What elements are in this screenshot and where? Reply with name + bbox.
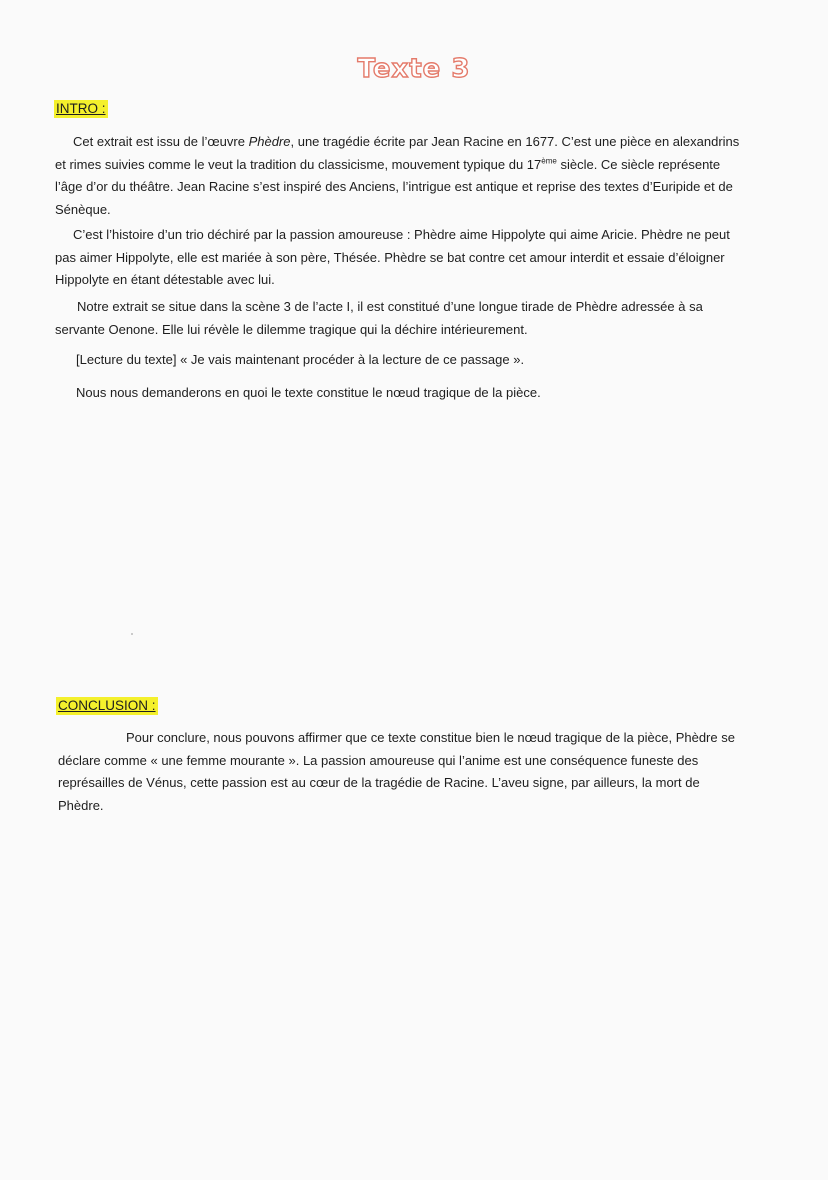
intro-p3-text: Notre extrait se situe dans la scène 3 de l’acte I, il est constitué d’une longue tirade de Phèdre adressée à sa servante Oenone. Elle lui révèle le dilemme tragique qui la déchire intérieurement. <box>55 299 703 337</box>
intro-p1-part-c: siècle. Ce siècle représente l’âge d’or du théâtre. Jean Racine s’est inspiré des Anciens, l’intrigue est antique et reprise des textes d’Euripide et de Sénèque. <box>55 156 733 217</box>
intro-heading: INTRO : <box>56 101 106 116</box>
conclusion-heading: CONCLUSION : <box>58 698 156 713</box>
work-title: Phèdre <box>248 134 291 149</box>
intro-p1-part-a: Cet extrait est issu de l’œuvre <box>73 134 249 149</box>
scan-speck <box>131 633 133 635</box>
century-superscript: ème <box>541 156 557 166</box>
problematic-question: Nous nous demanderons en quoi le texte constitue le nœud tragique de la pièce. <box>76 385 541 400</box>
intro-paragraph-1 <box>55 131 745 221</box>
intro-p2-text: C’est l’histoire d’un trio déchiré par la passion amoureuse : Phèdre aime Hippolyte qui aime Aricie. Phèdre ne peut pas aimer Hippolyte, elle est mariée à son père, Thésée. Phèdre se bat contre cet amour interdit et essaie d’éloigner Hippolyte en étant détestable avec lui. <box>55 227 730 287</box>
page-title: Texte 3 <box>357 54 471 84</box>
intro-paragraph-3 <box>55 296 745 341</box>
intro-p1-part-b: , une tragédie écrite par Jean Racine en 1677. C’est une pièce en alexandrins et rimes suivies comme le veut la tradition du classicisme, mouvement typique du 17 <box>55 134 740 172</box>
intro-paragraph-2 <box>55 224 745 292</box>
reading-announcement: [Lecture du texte] « Je vais maintenant procéder à la lecture de ce passage ». <box>76 352 525 367</box>
conclusion-text: Pour conclure, nous pouvons affirmer que ce texte constitue bien le nœud tragique de la pièce, Phèdre se déclare comme « une femme mourante ». La passion amoureuse qui l’anime est une conséquence funeste des représailles de Vénus, cette passion est au cœur de la tragédie de Racine. L’aveu signe, par ailleurs, la mort de Phèdre. <box>58 730 735 813</box>
conclusion-paragraph <box>58 727 748 817</box>
